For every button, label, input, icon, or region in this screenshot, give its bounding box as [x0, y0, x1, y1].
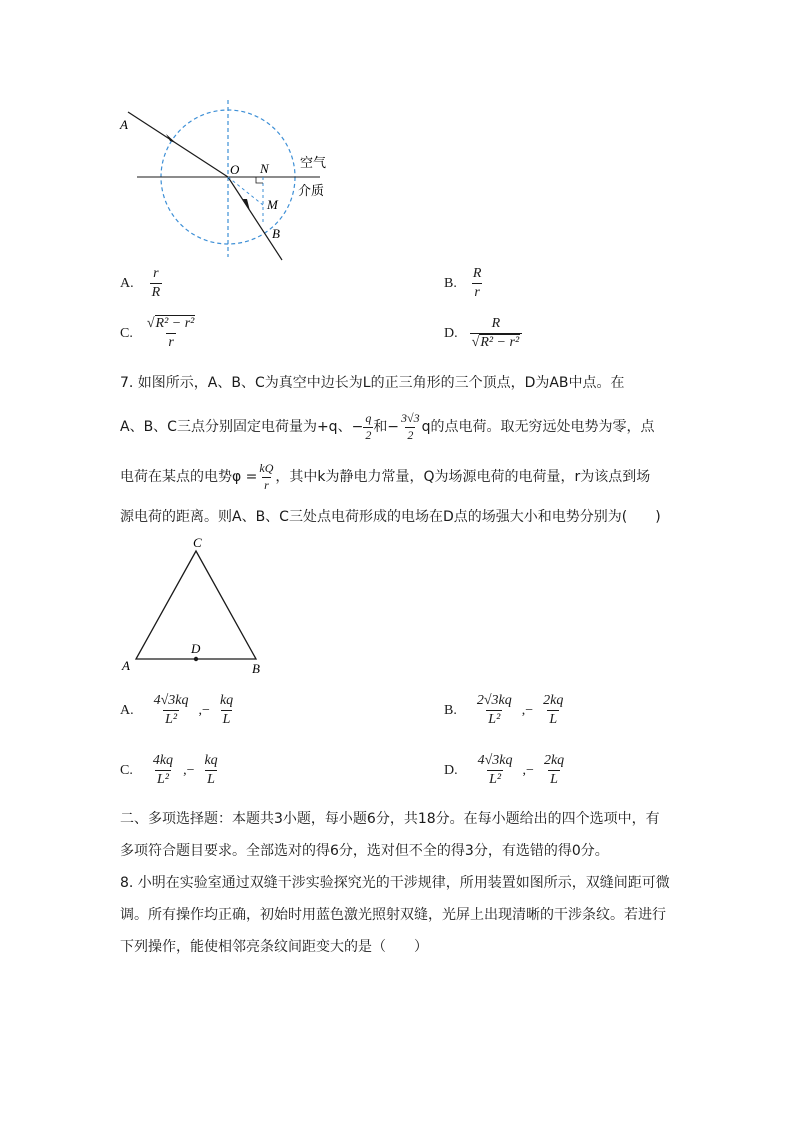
tri-label-B: B: [252, 661, 260, 676]
section2-line1: 二、多项选择题：本题共3小题，每小题6分，共18分。在每小题给出的四个选项中，有: [120, 811, 660, 827]
q7-line1: 7. 如图所示，A、B、C为真空中边长为L的正三角形的三个顶点，D为AB中点。在: [120, 375, 625, 391]
right-angle-mark: [256, 177, 263, 183]
q7-line2: A、B、C三点分别固定电荷量为+q、− $\frac{q}{2}$ 和− $\frac{3√3}{2}$ q的点电荷。取无穷远处电势为零，点: [120, 411, 655, 442]
q7-option-d[interactable]: D. $\frac{4√3kq}{\text{L²}}$ ,− $\frac{2kq}{L}$: [444, 753, 565, 788]
q6-option-c[interactable]: C. $\frac{\text{√R² − r²}}{r}$: [120, 316, 195, 351]
tri-label-C: C: [193, 535, 202, 550]
q7-option-c[interactable]: C. $\frac{4kq}{\text{L²}}$ ,− $\frac{kq}{L}$: [120, 753, 218, 788]
q7-line3: 电荷在某点的电势φ = $\frac{kQ}{r}$ ，其中k为静电力常量，Q为场源电荷的电荷量，r为该点到场: [120, 461, 651, 492]
q8-line1: 8. 小明在实验室通过双缝干涉实验探究光的干涉规律，所用装置如图所示，双缝间距可微: [120, 875, 670, 891]
incident-ray: [128, 112, 228, 177]
label-N: N: [260, 161, 269, 176]
refracted-ray: [228, 177, 282, 260]
label-medium: 介质: [298, 184, 325, 199]
q7-option-a[interactable]: A. $\frac{4√3kq}{\text{L²}}$ ,− $\frac{kq}{L}$: [120, 693, 234, 728]
tri-label-A: A: [122, 658, 130, 673]
q6-option-a[interactable]: A. $\frac{r}{R}$: [120, 266, 161, 301]
refraction-figure: [110, 95, 350, 265]
label-air: 空气: [300, 156, 327, 171]
tri-label-D: D: [191, 641, 201, 656]
q8-line3: 下列操作，能使相邻亮条纹间距变大的是（ ）: [120, 939, 428, 955]
q7-option-b[interactable]: B. $\frac{2√3kq}{\text{L²}}$ ,− $\frac{2kq}{L}$: [444, 693, 564, 728]
q6-option-d[interactable]: D. $\frac{R}{\text{√R² − r²}}$: [444, 316, 522, 351]
q8-line2: 调。所有操作均正确，初始时用蓝色激光照射双缝，光屏上出现清晰的干涉条纹。若进行: [120, 907, 666, 923]
section2-line2: 多项符合题目要求。全部选对的得6分，选对但不全的得3分，有选错的得0分。: [120, 843, 609, 859]
triangle-figure: [118, 533, 278, 678]
q6-option-b[interactable]: B. $\frac{R}{r}$: [444, 266, 482, 301]
label-O: O: [230, 162, 240, 177]
label-A: A: [120, 117, 128, 132]
q7-line4: 源电荷的距离。则A、B、C三处点电荷形成的电场在D点的场强大小和电势分别为( ): [120, 509, 661, 525]
label-B: B: [272, 226, 280, 241]
label-M: M: [267, 197, 278, 212]
point-D: [194, 657, 198, 661]
